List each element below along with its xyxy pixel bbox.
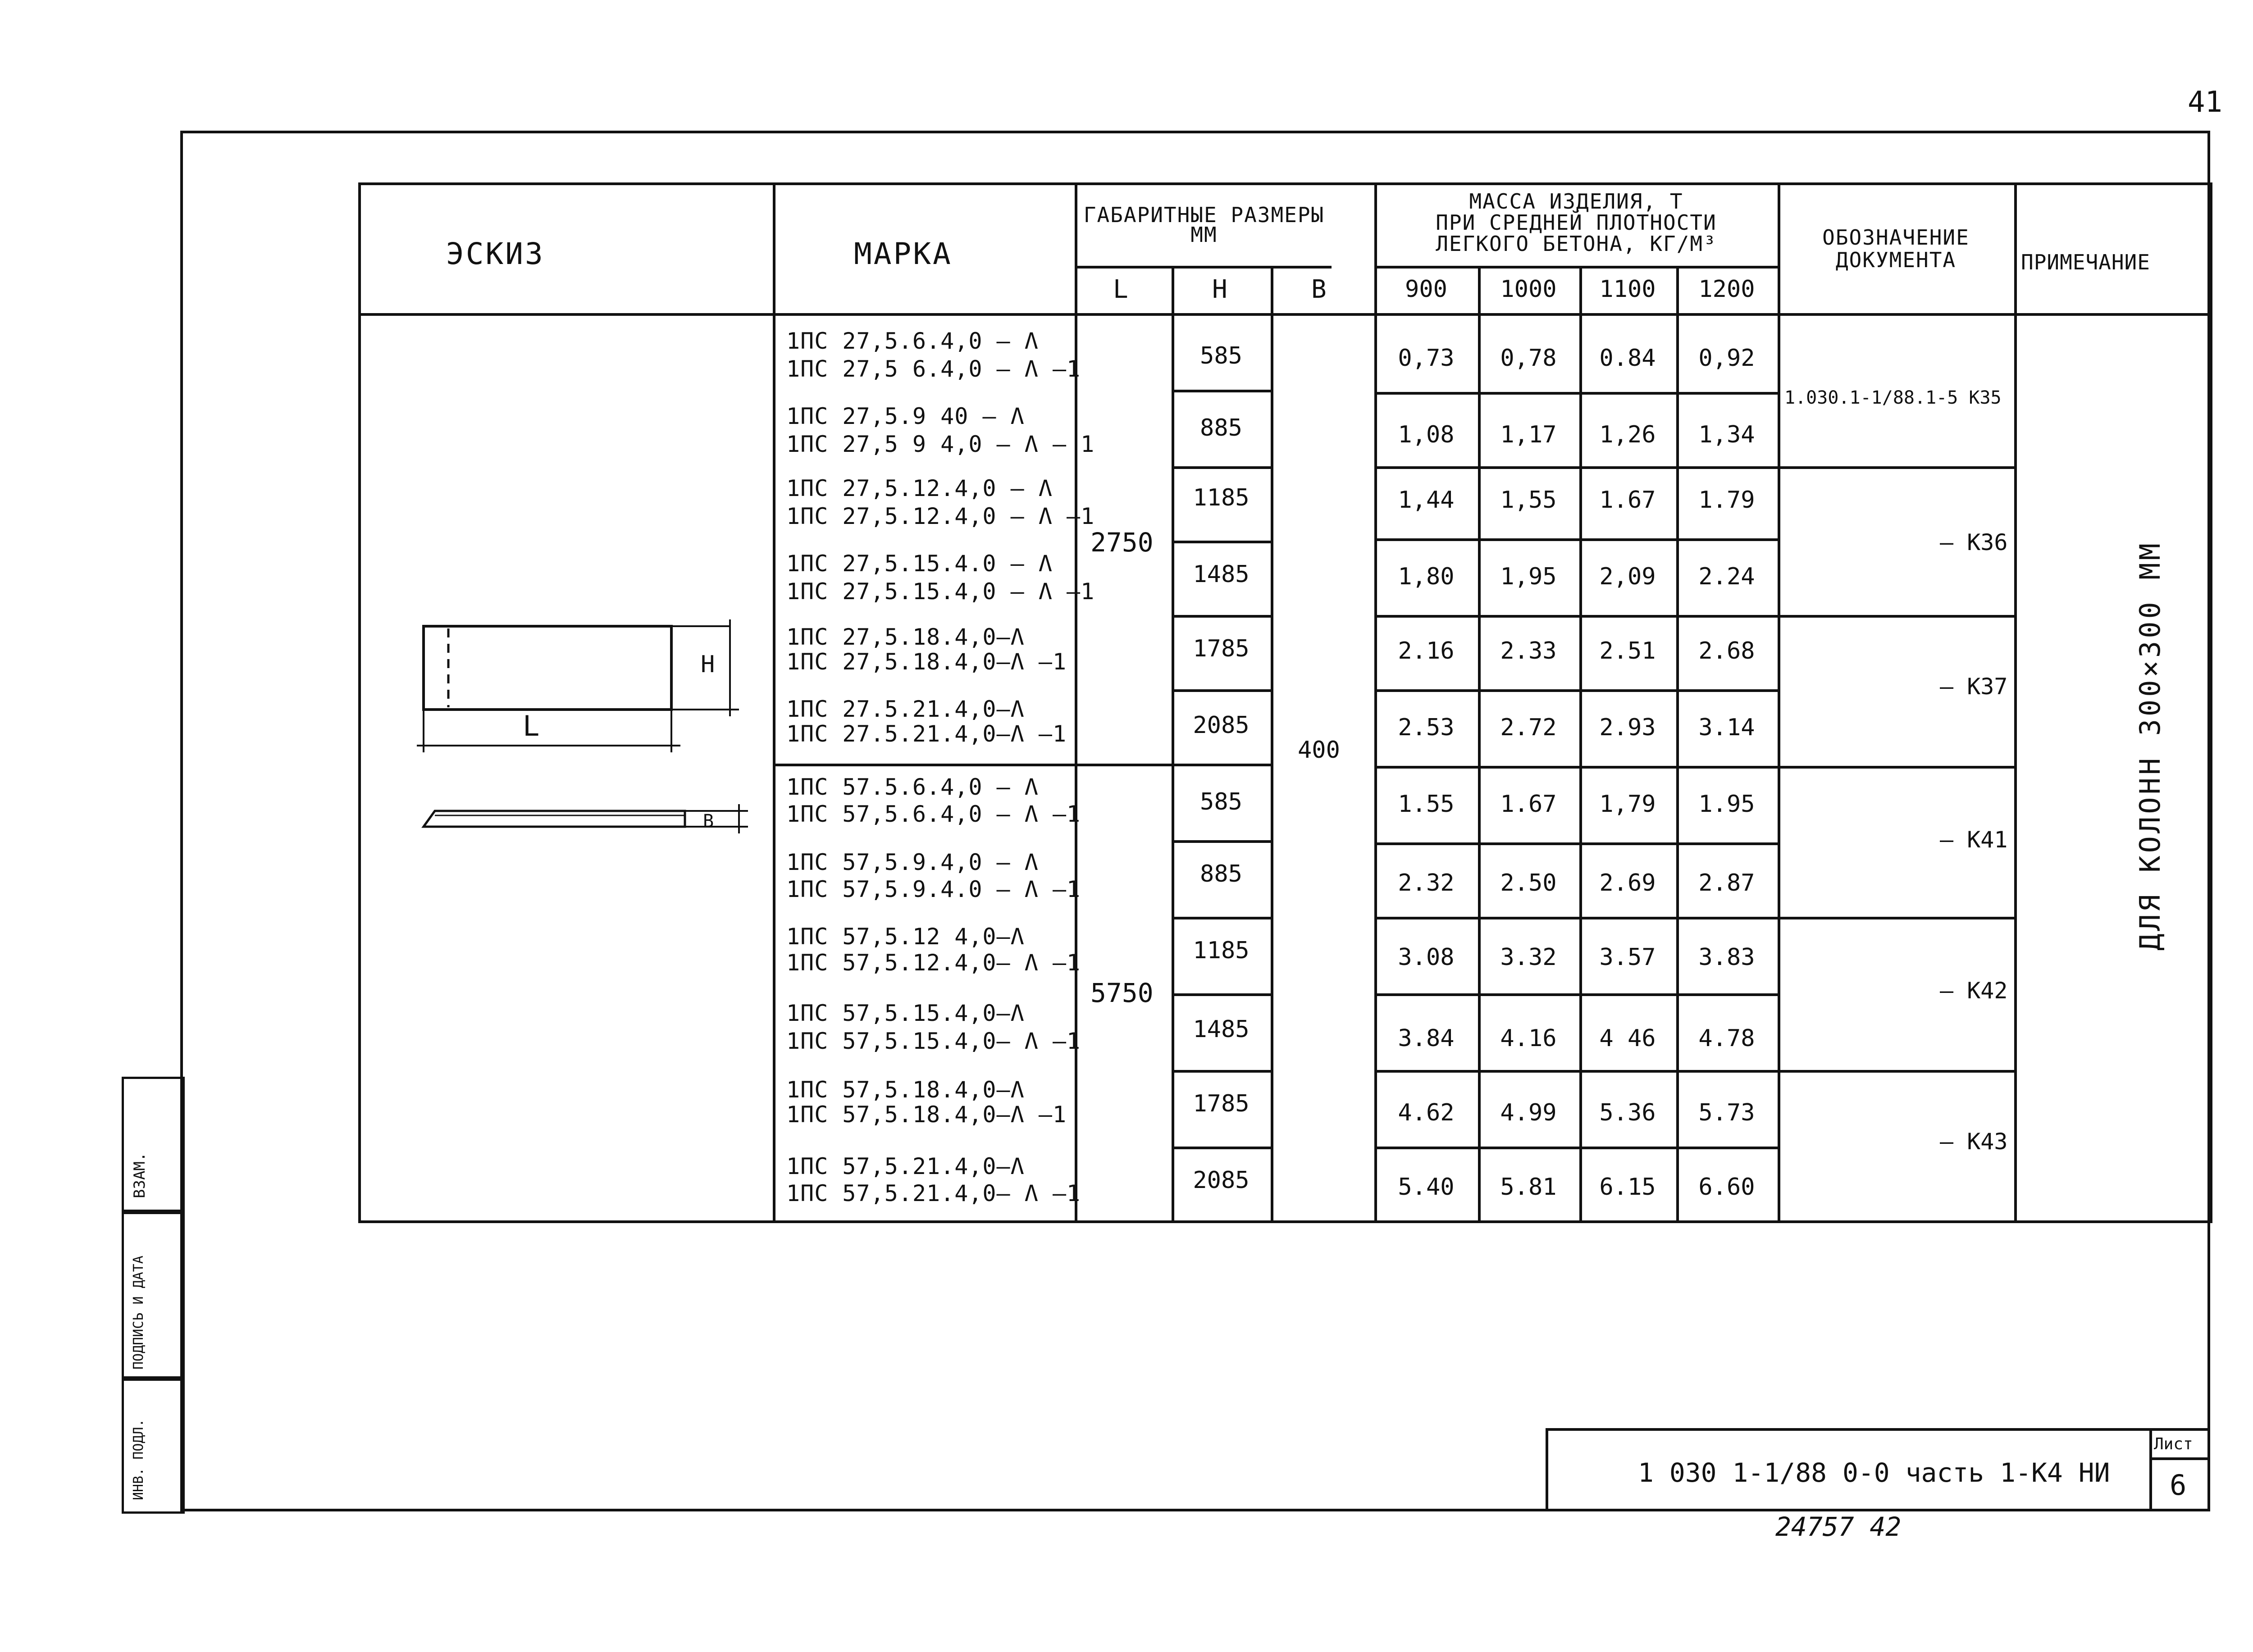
col-divider-B (1374, 182, 1377, 1223)
h-row-sep (1172, 1070, 1271, 1073)
mass-900: 3.84 (1398, 1025, 1455, 1052)
mark-line-1: 1ПС 27,5.9 40 – Λ (786, 403, 1025, 429)
mark-line-1: 1ПС 27,5.15.4.0 – Λ (786, 551, 1053, 577)
doc-row-sep (1778, 917, 2014, 919)
mass-900: 2.32 (1398, 869, 1455, 897)
mass-1100: 1.67 (1599, 487, 1656, 514)
sketch-label-H: H (701, 651, 715, 678)
mass-1000: 2.50 (1500, 869, 1557, 897)
mark-line-1: 1ПС 57,5.21.4,0–Λ (786, 1153, 1025, 1179)
mass-1200: 2.87 (1698, 869, 1755, 897)
header-note: ПРИМЕЧАНИЕ (2021, 250, 2150, 274)
header-dims: ГАБАРИТНЫЕ РАЗМЕРЫ ММ (1083, 203, 1325, 247)
mass-900: 2.53 (1398, 714, 1455, 741)
mass-1100: 5.36 (1599, 1099, 1656, 1126)
col-divider-900 (1478, 266, 1481, 1223)
mass-1200: 1,34 (1698, 421, 1755, 448)
mass-1200: 2.24 (1698, 563, 1755, 590)
mass-1200: 1.95 (1698, 791, 1755, 818)
mass-1200: 5.73 (1698, 1099, 1755, 1126)
h-row-sep (1172, 917, 1271, 919)
header-doc-1: ОБОЗНАЧЕНИЕ (1822, 225, 1970, 250)
mass-1100: 2.51 (1599, 637, 1656, 664)
sheet-label-divider (2149, 1457, 2210, 1460)
mass-row-sep (1374, 689, 1778, 692)
mark-line-2: 1ПС 27,5 6.4,0 – Λ –1 (786, 356, 1081, 382)
mark-line-1: 1ПС 27,5.12.4,0 – Λ (786, 475, 1053, 501)
sheet-label: Лист (2154, 1435, 2193, 1453)
mark-line-1: 1ПС 57.5.6.4,0 – Λ (786, 774, 1039, 800)
doc-row-sep (1778, 766, 2014, 769)
H-value: 585 (1200, 342, 1242, 369)
mass-row-sep (1374, 538, 1778, 541)
doc-designation-3: – К37 (1940, 674, 2008, 700)
mass-row-sep (1374, 466, 1778, 469)
sheet-number: 6 (2170, 1469, 2187, 1502)
mark-line-1: 1ПС 57,5.12 4,0–Λ (786, 924, 1025, 950)
H-value: 1485 (1193, 1016, 1250, 1043)
header-mark: МАРКА (854, 237, 953, 271)
mass-1100: 2.69 (1599, 869, 1656, 897)
mark-line-1: 1ПС 57,5.15.4,0–Λ (786, 1000, 1025, 1026)
mass-1000: 1,95 (1500, 563, 1557, 590)
mass-1000: 4.99 (1500, 1099, 1557, 1126)
header-divider (358, 313, 2212, 316)
doc-row-sep (1778, 466, 2014, 469)
header-density-1200: 1200 (1698, 276, 1755, 303)
mass-1000: 0,78 (1500, 345, 1557, 372)
mass-1200: 6.60 (1698, 1174, 1755, 1201)
mark-line-2: 1ПС 57,5.21.4,0– Λ –1 (786, 1180, 1081, 1206)
mass-1200: 3.14 (1698, 714, 1755, 741)
col-divider-mass-end (1778, 182, 1780, 1223)
mass-1000: 5.81 (1500, 1174, 1557, 1201)
h-row-sep (1172, 1147, 1271, 1149)
mark-line-2: 1ПС 27,5.12.4,0 – Λ –1 (786, 503, 1095, 529)
mark-line-2: 1ПС 57,5.9.4.0 – Λ –1 (786, 876, 1081, 902)
header-density-900: 900 (1405, 276, 1447, 303)
h-row-sep (1172, 466, 1271, 469)
side-stamp-label-1: ВЗАМ. (131, 1152, 149, 1198)
mass-1100: 1,26 (1599, 421, 1656, 448)
side-stamp-label-2: ПОДПИСЬ И ДАТА (131, 1256, 146, 1370)
mass-1100: 1,79 (1599, 791, 1656, 818)
H-value: 1185 (1193, 484, 1250, 511)
mass-1100: 4 46 (1599, 1025, 1656, 1052)
mark-line-1: 1ПС 57,5.9.4,0 – Λ (786, 849, 1039, 875)
header-dims-L: L (1113, 275, 1128, 304)
mass-1000: 1,55 (1500, 487, 1557, 514)
mark-line-2: 1ПС 27,5 9 4,0 – Λ – 1 (786, 431, 1095, 457)
mass-row-sep (1374, 917, 1778, 919)
h-row-sep (1172, 840, 1271, 843)
mass-900: 1,80 (1398, 563, 1455, 590)
H-value: 2085 (1193, 712, 1250, 739)
h-row-sep (1172, 390, 1271, 392)
col-divider-1000 (1579, 266, 1582, 1223)
col-divider-L (1172, 266, 1174, 1223)
mass-1000: 2.72 (1500, 714, 1557, 741)
mass-1200: 2.68 (1698, 637, 1755, 664)
mark-line-2: 1ПС 27,5.18.4,0–Λ –1 (786, 649, 1067, 675)
col-divider-sketch (773, 182, 775, 1223)
mark-line-2: 1ПС 57,5.12.4,0– Λ –1 (786, 950, 1081, 976)
doc-designation-5: – К42 (1940, 978, 2008, 1004)
group-divider (773, 764, 1181, 766)
sketch-label-L: L (523, 710, 540, 742)
mass-row-sep (1374, 392, 1778, 395)
note-text: ДЛЯ КОЛОНН 300×300 ММ (2134, 541, 2166, 951)
header-dims-B: B (1311, 275, 1327, 304)
mass-1000: 1,17 (1500, 421, 1557, 448)
mass-900: 2.16 (1398, 637, 1455, 664)
col-divider-1100 (1676, 266, 1679, 1223)
col-divider-doc (2014, 182, 2017, 1223)
H-value: 885 (1200, 860, 1242, 887)
mass-1000: 4.16 (1500, 1025, 1557, 1052)
mark-line-2: 1ПС 57,5.15.4,0– Λ –1 (786, 1028, 1081, 1054)
header-mass-1: МАССА ИЗДЕЛИЯ, Т (1469, 189, 1683, 214)
mark-line-2: 1ПС 57,5.6.4,0 – Λ –1 (786, 801, 1081, 827)
mass-1000: 2.33 (1500, 637, 1557, 664)
side-stamp-label-3: ИНВ. ПОДЛ. (131, 1419, 146, 1500)
doc-row-sep (1778, 615, 2014, 618)
h-row-sep (1172, 541, 1271, 543)
header-density-1100: 1100 (1599, 276, 1656, 303)
H-value: 1785 (1193, 1090, 1250, 1117)
H-value: 1185 (1193, 937, 1250, 964)
header-density-1000: 1000 (1500, 276, 1557, 303)
mass-row-sep (1374, 1070, 1778, 1073)
header-sketch: ЭСКИЗ (446, 237, 545, 271)
group1-L: 2750 (1090, 527, 1154, 558)
mass-1100: 3.57 (1599, 944, 1656, 971)
subheader-divider-mass (1374, 266, 1778, 269)
H-value: 885 (1200, 414, 1242, 441)
footer-number: 24757 42 (1775, 1511, 1902, 1542)
H-value: 2085 (1193, 1167, 1250, 1194)
mass-1200: 1.79 (1698, 487, 1755, 514)
page-number: 41 (2188, 86, 2223, 119)
mass-900: 1,08 (1398, 421, 1455, 448)
col-divider-mark (1075, 182, 1077, 1223)
doc-row-sep (1778, 1070, 2014, 1073)
title-block-divider (2149, 1428, 2152, 1511)
header-dims-H: H (1212, 275, 1227, 304)
document-code: 1 030 1-1/88 0-0 часть 1-К4 НИ (1638, 1457, 2110, 1488)
subheader-divider-dims (1075, 266, 1332, 269)
mass-1000: 1.67 (1500, 791, 1557, 818)
mass-1200: 4.78 (1698, 1025, 1755, 1052)
mass-900: 3.08 (1398, 944, 1455, 971)
H-value: 1485 (1193, 561, 1250, 588)
doc-designation-1: 1.030.1-1/88.1-5 К35 (1784, 387, 2002, 408)
doc-designation-6: – К43 (1940, 1129, 2008, 1155)
mass-900: 1.55 (1398, 791, 1455, 818)
mark-line-1: 1ПС 27,5.6.4,0 – Λ (786, 328, 1039, 354)
B-value: 400 (1298, 737, 1340, 764)
sketch-drawing (397, 599, 766, 878)
mass-1100: 0.84 (1599, 345, 1656, 372)
mass-row-sep (1374, 1147, 1778, 1149)
mass-1000: 3.32 (1500, 944, 1557, 971)
mass-1100: 6.15 (1599, 1174, 1656, 1201)
mass-1100: 2,09 (1599, 563, 1656, 590)
doc-designation-2: – К36 (1940, 529, 2008, 555)
doc-designation-4: – К41 (1940, 827, 2008, 853)
sketch-label-B: B (703, 811, 714, 832)
mark-line-2: 1ПС 27,5.15.4,0 – Λ –1 (786, 578, 1095, 605)
h-row-sep (1172, 689, 1271, 692)
mark-line-1: 1ПС 57,5.18.4,0–Λ (786, 1077, 1025, 1103)
h-row-sep (1172, 764, 1271, 766)
col-divider-H (1271, 266, 1273, 1223)
mass-900: 5.40 (1398, 1174, 1455, 1201)
mark-line-2: 1ПС 57,5.18.4,0–Λ –1 (786, 1101, 1067, 1128)
mass-900: 4.62 (1398, 1099, 1455, 1126)
mass-row-sep (1374, 993, 1778, 996)
mass-row-sep (1374, 842, 1778, 845)
h-row-sep (1172, 993, 1271, 996)
mass-row-sep (1374, 766, 1778, 769)
header-mass-3: ЛЕГКОГО БЕТОНА, КГ/М³ (1436, 232, 1717, 256)
mark-line-2: 1ПС 27.5.21.4,0–Λ –1 (786, 721, 1067, 747)
header-mass-2: ПРИ СРЕДНЕЙ ПЛОТНОСТИ (1436, 210, 1717, 235)
mass-900: 0,73 (1398, 345, 1455, 372)
mass-1200: 3.83 (1698, 944, 1755, 971)
mark-line-1: 1ПС 27.5.21.4,0–Λ (786, 696, 1025, 722)
h-row-sep (1172, 615, 1271, 618)
mass-1100: 2.93 (1599, 714, 1656, 741)
H-value: 1785 (1193, 635, 1250, 662)
mass-1200: 0,92 (1698, 345, 1755, 372)
header-doc-2: ДОКУМЕНТА (1835, 248, 1957, 272)
mass-900: 1,44 (1398, 487, 1455, 514)
mark-line-1: 1ПС 27,5.18.4,0–Λ (786, 624, 1025, 650)
mass-row-sep (1374, 615, 1778, 618)
H-value: 585 (1200, 788, 1242, 815)
group2-L: 5750 (1090, 978, 1154, 1008)
